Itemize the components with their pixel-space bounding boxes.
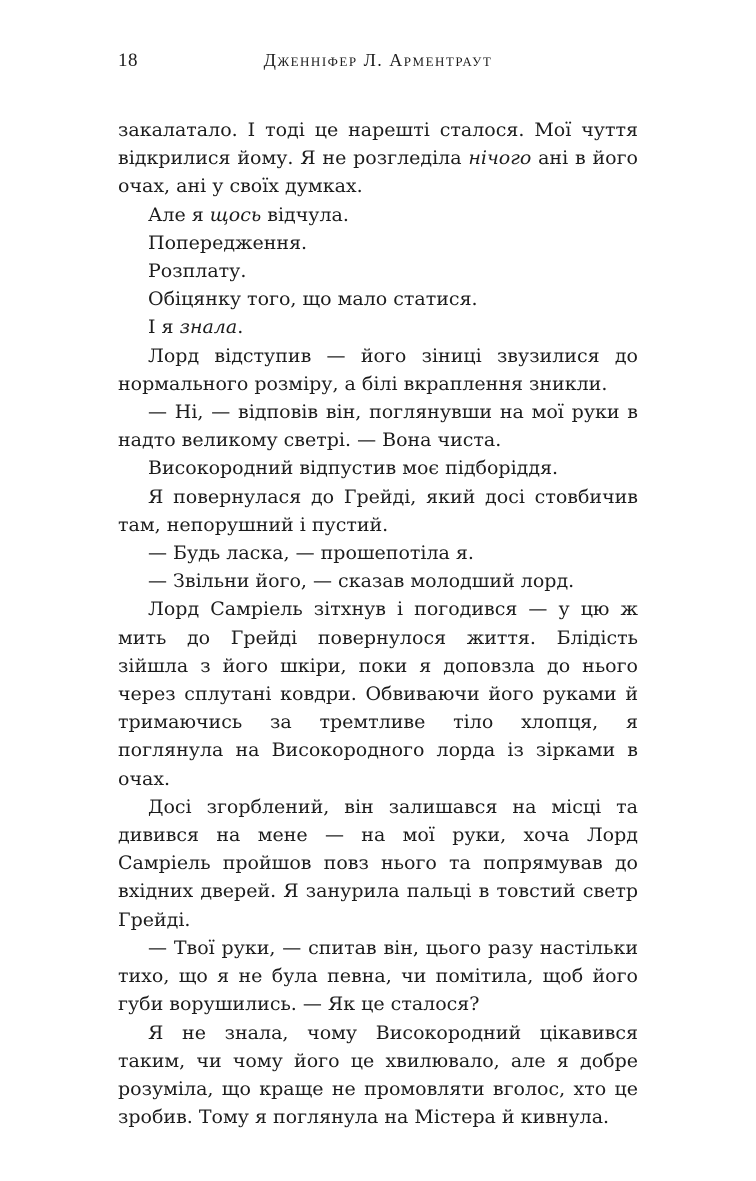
body-text	[118, 116, 638, 1131]
paragraph: Обіцянку того, що мало статися.	[148, 288, 478, 311]
text-run: ані в його очах, ані у своїх думках.	[118, 147, 638, 198]
paragraph: — Будь ласка, — прошепотіла я.	[148, 542, 474, 565]
text-run: І я	[148, 316, 180, 339]
paragraph: Я повернулася до Грейді, який досі стовбичив там, непорушний і пустий.	[118, 485, 638, 536]
paragraph: Розплату.	[148, 260, 247, 283]
paragraph: — Звільни його, — сказав молодший лорд.	[148, 570, 575, 593]
page-number: 18	[118, 50, 138, 71]
paragraph: Високородний відпустив моє підборіддя.	[148, 457, 559, 480]
paragraph: Лорд Самріель зітхнув і погодився — у цю ж мить до Грейді повернулося життя. Блідість зійшла з його шкіри, поки я доповзла до нього через сплутані ковдри. Обвиваючи його руками й тримаючись за тремтливе тіло хлопця, я поглянула на Високородного лорда із зірками в очах.	[118, 598, 638, 790]
text-run: .	[237, 316, 244, 339]
paragraph	[118, 201, 638, 229]
paragraph	[118, 116, 638, 201]
emphasis: знала	[179, 316, 238, 339]
paragraph: — Ні, — відповів він, поглянувши на мої руки в надто великому светрі. — Вона чиста.	[118, 401, 638, 452]
running-head-author: Дженніфер Л. Арментраут	[263, 50, 493, 70]
paragraph: Попередження.	[148, 231, 308, 254]
paragraph: — Твої руки, — спитав він, цього разу настільки тихо, що я не була певна, чи помітила, щоб його губи ворушились. — Як це сталося?	[118, 936, 638, 1016]
text-run: Але я	[148, 203, 210, 226]
paragraph: Досі згорблений, він залишався на місці та дивився на мене — на мої руки, хоча Лорд Самріель пройшов повз нього та попрямував до вхідних дверей. Я занурила пальці в товстий светр Грейді.	[118, 795, 638, 931]
text-run: відчула.	[261, 203, 349, 226]
page-header	[0, 50, 756, 74]
emphasis: нічого	[468, 147, 532, 170]
paragraph	[118, 313, 638, 341]
text-run: закалатало. І тоді це нарешті сталося. Мої чуття відкрилися йому. Я не розгледіла	[118, 119, 638, 170]
paragraph: Я не знала, чому Високородний цікавився таким, чи чому його це хвилювало, але я добре розуміла, що краще не промовляти вголос, хто це зробив. Тому я поглянула на Містера й кивнула.	[118, 1021, 638, 1129]
paragraph: Лорд відступив — його зіниці звузилися до нормального розміру, а білі вкраплення зникли.	[118, 344, 638, 395]
emphasis: щось	[209, 203, 262, 226]
